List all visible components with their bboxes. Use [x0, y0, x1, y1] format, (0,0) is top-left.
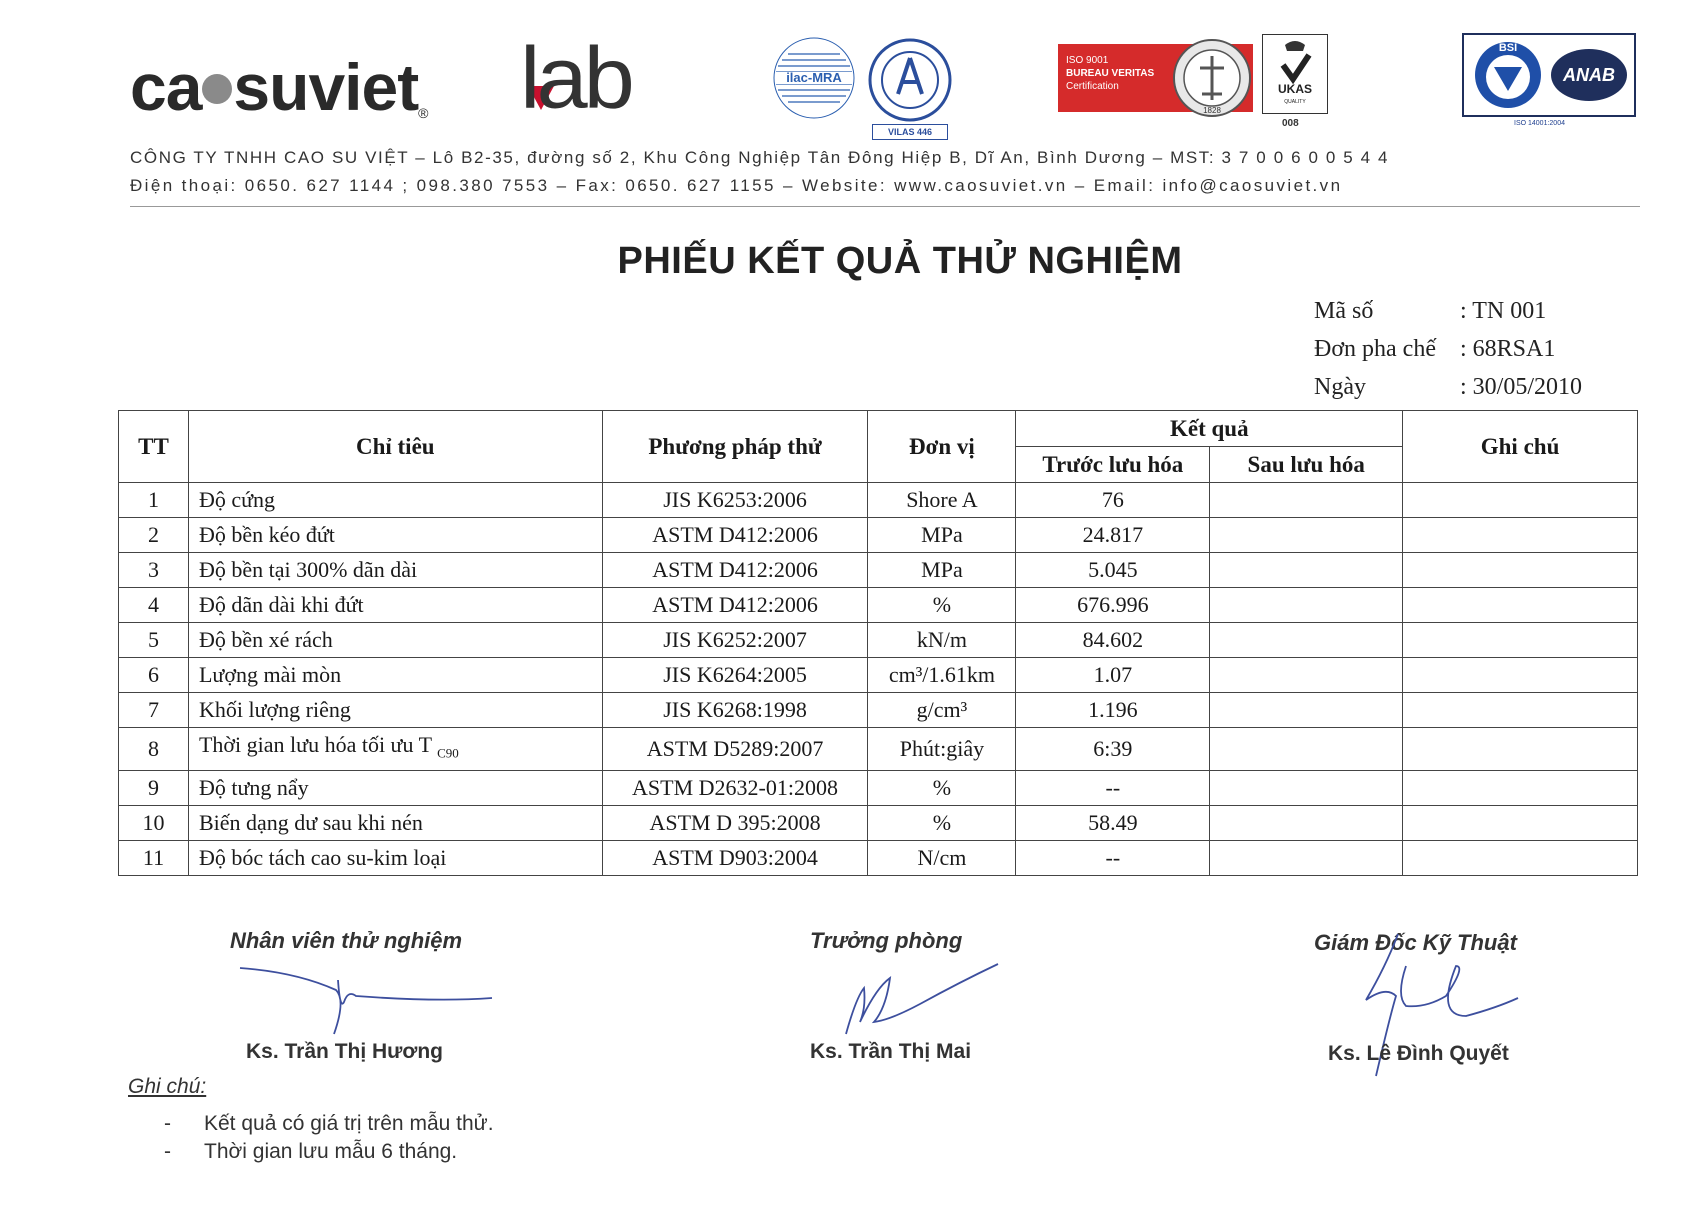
- cell-note: [1403, 806, 1638, 841]
- col-header-method: Phương pháp thử: [602, 411, 868, 483]
- table-row: [119, 588, 1638, 623]
- table-row: [119, 623, 1638, 658]
- note-bullet: -: [164, 1112, 171, 1135]
- cell-note: [1403, 693, 1638, 728]
- cell-chi-tieu: [188, 693, 602, 728]
- cell-chi-tieu-subscript: C90: [437, 745, 459, 761]
- signature-head-icon: [830, 958, 1010, 1038]
- bsi-caption: ISO 14001:2004: [1514, 120, 1565, 127]
- cell-chi-tieu: [188, 483, 602, 518]
- cell-method: [602, 841, 868, 876]
- cell-chi-tieu: [188, 806, 602, 841]
- cell-unit-text: %: [932, 592, 952, 617]
- notes-title: Ghi chú:: [128, 1075, 207, 1098]
- cell-tt-text: 7: [147, 697, 159, 722]
- cell-method: [602, 483, 868, 518]
- meta-label: Đơn pha chế: [1314, 336, 1436, 362]
- svg-text:BSI: BSI: [1498, 42, 1518, 54]
- table-row: [119, 806, 1638, 841]
- table-body: [119, 483, 1638, 876]
- cell-note: [1403, 623, 1638, 658]
- cell-unit: [868, 658, 1016, 693]
- col-header-note: Ghi chú: [1403, 411, 1638, 483]
- cell-chi-tieu: [188, 518, 602, 553]
- col-header-unit: Đơn vị: [868, 411, 1016, 483]
- signature-role-director: Giám Đốc Kỹ Thuật: [1314, 930, 1517, 955]
- cell-method-text: ASTM D2632-01:2008: [632, 775, 838, 801]
- cell-before-text: 24.817: [1082, 522, 1144, 547]
- brand-dot-icon: [202, 74, 232, 104]
- table-header: [119, 411, 1638, 483]
- meta-label: Mã số: [1314, 298, 1374, 324]
- cell-method: [602, 553, 868, 588]
- header-divider: [130, 206, 1640, 207]
- col-header-tt: TT: [119, 411, 189, 483]
- cell-method: [602, 658, 868, 693]
- test-results-table: [118, 410, 1638, 876]
- cell-method: [602, 693, 868, 728]
- brand-text-right: suviet: [233, 50, 419, 124]
- cell-chi-tieu-text: Độ bền kéo đứt: [198, 522, 335, 547]
- cell-tt-text: 9: [147, 775, 159, 801]
- lab-logo: lab: [520, 29, 631, 127]
- cell-unit: [868, 483, 1016, 518]
- cell-unit-text: N/cm: [917, 845, 967, 871]
- cell-method-text: ASTM D903:2004: [652, 845, 818, 871]
- table-row: [119, 658, 1638, 693]
- meta-row-code: [1314, 298, 1546, 325]
- cell-unit: [868, 693, 1016, 728]
- brand-text-left: ca: [130, 50, 202, 124]
- cell-unit-text: %: [932, 810, 952, 836]
- ilac-mra-logo: [772, 36, 856, 120]
- cell-method: [602, 728, 868, 771]
- meta-value: : TN 001: [1460, 298, 1547, 324]
- ukas-logo: [1262, 34, 1328, 114]
- cell-unit-text: %: [932, 775, 952, 801]
- cell-after: [1210, 771, 1403, 806]
- cell-after: [1210, 806, 1403, 841]
- cell-before: [1016, 728, 1210, 771]
- cell-unit: [868, 806, 1016, 841]
- cell-tt-text: 10: [142, 810, 165, 836]
- signature-name-tester: Ks. Trần Thị Hương: [246, 1040, 443, 1063]
- cell-tt-text: 4: [147, 592, 159, 617]
- cell-before-text: 84.602: [1082, 627, 1144, 652]
- cell-unit-text: kN/m: [916, 627, 967, 652]
- cell-tt: [119, 588, 189, 623]
- cell-chi-tieu: [188, 771, 602, 806]
- cell-unit-text: Phút:giây: [899, 736, 985, 762]
- cell-after: [1210, 623, 1403, 658]
- cell-tt: [119, 693, 189, 728]
- bv-cert-text: Certification: [1066, 81, 1119, 92]
- cell-before: [1016, 806, 1210, 841]
- cell-method-text: JIS K6264:2005: [663, 662, 807, 687]
- document-title: PHIẾU KẾT QUẢ THỬ NGHIỆM: [617, 240, 1183, 282]
- cell-tt-text: 3: [147, 557, 159, 582]
- svg-text:QUALITY: QUALITY: [1284, 99, 1306, 105]
- cell-tt-text: 11: [142, 845, 165, 871]
- cell-unit: [868, 623, 1016, 658]
- cell-before: [1016, 518, 1210, 553]
- signature-role-head: Trưởng phòng: [810, 928, 963, 953]
- signature-role-tester: Nhân viên thử nghiệm: [230, 928, 463, 953]
- meta-label: Ngày: [1314, 374, 1366, 400]
- meta-value: : 30/05/2010: [1460, 374, 1583, 400]
- cell-method-text: ASTM D412:2006: [652, 592, 818, 617]
- cell-after: [1210, 518, 1403, 553]
- svg-text:ANAB: ANAB: [1563, 65, 1615, 85]
- cell-chi-tieu-text: Độ dãn dài khi đứt: [198, 592, 364, 617]
- note-bullet: -: [164, 1140, 171, 1163]
- company-logo: [130, 50, 428, 124]
- cell-after: [1210, 658, 1403, 693]
- cell-unit-text: MPa: [921, 522, 963, 547]
- svg-text:1828: 1828: [1203, 106, 1221, 115]
- cell-before-text: 58.49: [1088, 810, 1138, 836]
- cell-chi-tieu: [188, 588, 602, 623]
- cell-after: [1210, 728, 1403, 771]
- cell-after: [1210, 553, 1403, 588]
- cell-chi-tieu-text: Độ tưng nẩy: [198, 775, 309, 801]
- cell-before-text: 6:39: [1093, 736, 1133, 762]
- cell-chi-tieu-text: Khối lượng riêng: [198, 697, 351, 722]
- cell-tt-text: 5: [147, 627, 159, 652]
- cell-note: [1403, 483, 1638, 518]
- company-address-line: CÔNG TY TNHH CAO SU VIỆT – Lô B2-35, đường số 2, Khu Công Nghiệp Tân Đông Hiệp B, Dĩ An, Bình Dương – MST: 3 7 0 0 6 0 0 5 4 4: [130, 148, 1390, 167]
- signature-name-director: Ks. Lê Đình Quyết: [1328, 1042, 1509, 1065]
- cell-before-text: 76: [1101, 487, 1124, 512]
- cell-note: [1403, 553, 1638, 588]
- cell-before: [1016, 623, 1210, 658]
- company-contact-line: Điện thoại: 0650. 627 1144 ; 098.380 7553 – Fax: 0650. 627 1155 – Website: www.caosuviet.vn – Email: info@caosuviet.vn: [130, 176, 1343, 195]
- cell-after: [1210, 483, 1403, 518]
- col-header-result: Kết quả: [1016, 411, 1403, 447]
- signature-tester-icon: [236, 950, 496, 1040]
- cell-before: [1016, 553, 1210, 588]
- cell-chi-tieu-text: Độ bền tại 300% dãn dài: [198, 557, 418, 582]
- cell-unit-text: g/cm³: [916, 697, 968, 722]
- cell-tt: [119, 771, 189, 806]
- table-row: [119, 771, 1638, 806]
- col-header-chi-tieu: Chỉ tiêu: [188, 411, 602, 483]
- cell-chi-tieu-text: Lượng mài mòn: [198, 662, 342, 687]
- meta-row-date: [1314, 374, 1582, 401]
- cell-after: [1210, 841, 1403, 876]
- vilas-badge: VILAS 446: [872, 124, 948, 140]
- cell-tt: [119, 728, 189, 771]
- cell-before: [1016, 841, 1210, 876]
- cell-chi-tieu-text: Độ bóc tách cao su-kim loại: [198, 845, 447, 871]
- table-row: [119, 483, 1638, 518]
- cell-chi-tieu: [188, 841, 602, 876]
- cell-before: [1016, 588, 1210, 623]
- cell-method-text: JIS K6268:1998: [663, 697, 807, 722]
- cell-tt-text: 2: [147, 522, 159, 547]
- cell-note: [1403, 771, 1638, 806]
- cell-tt-text: 1: [147, 487, 159, 512]
- cell-before: [1016, 658, 1210, 693]
- svg-text:ilac-MRA: ilac-MRA: [786, 70, 842, 85]
- cell-method: [602, 771, 868, 806]
- cell-tt-text: 8: [147, 736, 159, 762]
- cell-tt: [119, 623, 189, 658]
- cell-note: [1403, 588, 1638, 623]
- cell-before-text: --: [1105, 845, 1121, 871]
- cell-unit-text: cm³/1.61km: [888, 662, 996, 687]
- bsi-anab-logo: [1462, 33, 1636, 117]
- cell-before-text: 676.996: [1077, 592, 1149, 617]
- bureau-accreditation-logo: [868, 38, 952, 122]
- cell-unit: [868, 841, 1016, 876]
- bv-name-text: BUREAU VERITAS: [1066, 68, 1155, 79]
- cell-chi-tieu-text: Biến dạng dư sau khi nén: [198, 810, 423, 836]
- bv-iso-text: ISO 9001: [1066, 55, 1109, 66]
- cell-tt: [119, 658, 189, 693]
- cell-method: [602, 806, 868, 841]
- table-row: [119, 728, 1638, 771]
- registered-mark: ®: [418, 105, 428, 121]
- cell-chi-tieu: [188, 623, 602, 658]
- svg-text:UKAS: UKAS: [1277, 82, 1313, 96]
- cell-before: [1016, 483, 1210, 518]
- cell-tt-text: 6: [147, 662, 159, 687]
- cell-method-text: ASTM D412:2006: [652, 522, 818, 547]
- cell-method: [602, 518, 868, 553]
- cell-note: [1403, 658, 1638, 693]
- meta-value: : 68RSA1: [1460, 336, 1556, 362]
- cell-note: [1403, 518, 1638, 553]
- cell-before-text: 1.196: [1088, 697, 1138, 722]
- note-item: [164, 1112, 494, 1136]
- cell-before: [1016, 771, 1210, 806]
- cell-unit-text: Shore A: [906, 487, 978, 512]
- cell-unit: [868, 518, 1016, 553]
- cell-method-text: ASTM D 395:2008: [649, 810, 821, 836]
- cell-chi-tieu-text: Thời gian lưu hóa tối ưu T: [198, 732, 432, 757]
- cell-tt: [119, 806, 189, 841]
- cell-method: [602, 588, 868, 623]
- cell-tt: [119, 841, 189, 876]
- cell-note: [1403, 728, 1638, 771]
- cell-method-text: JIS K6253:2006: [663, 487, 807, 512]
- bsi-anab-graphic: [1464, 35, 1634, 115]
- note-text: Kết quả có giá trị trên mẫu thử.: [204, 1112, 494, 1135]
- cell-before: [1016, 693, 1210, 728]
- col-header-before: Trước lưu hóa: [1016, 447, 1210, 483]
- cell-unit: [868, 588, 1016, 623]
- meta-row-formula: [1314, 336, 1555, 363]
- col-header-after: Sau lưu hóa: [1210, 447, 1403, 483]
- cell-tt: [119, 553, 189, 588]
- table-row: [119, 841, 1638, 876]
- cell-chi-tieu: [188, 553, 602, 588]
- cell-note: [1403, 841, 1638, 876]
- cell-method-text: ASTM D5289:2007: [646, 736, 824, 762]
- cell-unit-text: MPa: [921, 557, 963, 582]
- cell-before-text: 1.07: [1093, 662, 1133, 687]
- table-row: [119, 518, 1638, 553]
- cell-unit: [868, 771, 1016, 806]
- cell-chi-tieu: [188, 658, 602, 693]
- ukas-number: 008: [1282, 118, 1299, 129]
- table-row: [119, 553, 1638, 588]
- cell-after: [1210, 693, 1403, 728]
- note-item: [164, 1140, 457, 1164]
- cell-unit: [868, 728, 1016, 771]
- bureau-veritas-seal-icon: [1172, 38, 1252, 118]
- cell-tt: [119, 483, 189, 518]
- cell-before-text: 5.045: [1088, 557, 1138, 582]
- cell-method: [602, 623, 868, 658]
- cell-method-text: JIS K6252:2007: [663, 627, 807, 652]
- cell-before-text: --: [1105, 775, 1121, 801]
- signature-name-head: Ks. Trần Thị Mai: [810, 1040, 972, 1063]
- cell-tt: [119, 518, 189, 553]
- table-row: [119, 693, 1638, 728]
- cell-after: [1210, 588, 1403, 623]
- note-text: Thời gian lưu mẫu 6 tháng.: [204, 1140, 458, 1163]
- cell-chi-tieu-text: Độ cứng: [198, 487, 276, 512]
- cell-chi-tieu-text: Độ bền xé rách: [198, 627, 333, 652]
- cell-method-text: ASTM D412:2006: [652, 557, 818, 582]
- cell-unit: [868, 553, 1016, 588]
- cell-chi-tieu: [188, 728, 602, 771]
- bureau-veritas-text: [1066, 54, 1154, 93]
